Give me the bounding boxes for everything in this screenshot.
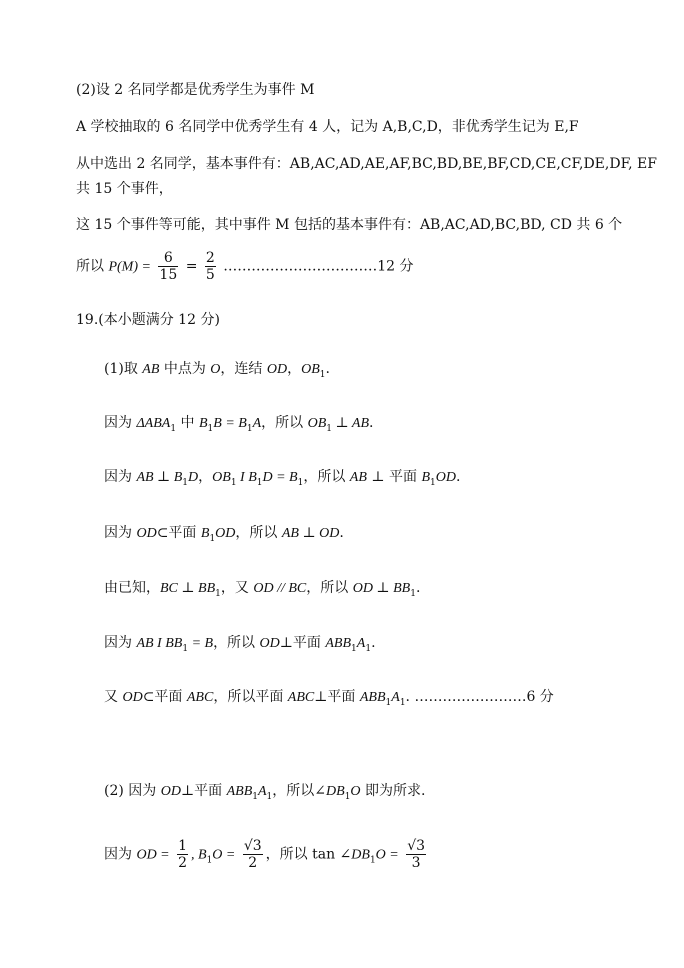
solution-line-3: 因为 AB ⊥ $B_1D$，$OB_1$ I $B_1D = B_1$，所以 AB ⊥ 平面 $B_1OD$. bbox=[104, 469, 461, 488]
fraction-1-2: $\frac{1}{2}$ bbox=[178, 838, 187, 871]
solution-line-8: (2) 因为 OD⊥平面 $ABB_1A_1$，所以$\angle DB_1O$ 即为所求. bbox=[104, 783, 426, 802]
fraction-sqrt3-3: $\frac{√3}{3}$ bbox=[407, 838, 426, 871]
solution-line-9: 因为 OD = $\frac{1}{2}$ , $B_1O$ = $\frac{√3}{2}$ ，所以 $\tan \angle DB_1O$ = $\frac{√3}{3}$ bbox=[104, 838, 426, 871]
basic-events-line-1: 从中选出 2 名同学，基本事件有：AB,AC,AD,AE,AF,BC,BD,BE,BF,CD,CE,CF,DE,DF, EF bbox=[76, 156, 657, 172]
equal-likely-statement: 这 15 个事件等可能，其中事件 M 包括的基本事件有：AB,AC,AD,BC,BD, CD 共 6 个 bbox=[76, 217, 623, 233]
fraction-2-5: $\frac{2}{5}$ bbox=[205, 250, 215, 283]
solution-line-2: 因为 $\Delta ABA_1$ 中 $B_1B = B_1A$，所以 $OB_1$ ⊥ AB. bbox=[104, 415, 374, 434]
question-19-title: 19.(本小题满分 12 分) bbox=[76, 312, 220, 328]
fraction-6-15: $\frac{6}{15}$ bbox=[159, 250, 178, 283]
probability-result: 所以 P(M) = $\frac{6}{15}$ = $\frac{2}{5}$ ……………………………12 分 bbox=[76, 250, 414, 283]
score-12: ……………………………12 分 bbox=[223, 258, 414, 275]
solution-line-4: 因为 OD⊂平面 $B_1OD$，所以 AB ⊥ OD. bbox=[104, 525, 344, 544]
solution-line-6: 因为 AB I $BB_1 = B$，所以 OD⊥平面 $ABB_1A_1$. bbox=[104, 635, 376, 654]
part2-title: (2)设 2 名同学都是优秀学生为事件 M bbox=[76, 82, 315, 98]
solution-line-7: 又 OD⊂平面 ABC，所以平面 ABC⊥平面 $ABB_1A_1$. ……………………6 分 bbox=[104, 689, 554, 708]
solution-line-5: 由已知，BC ⊥ $BB_1$，又 OD // BC，所以 OD ⊥ $BB_1$. bbox=[104, 580, 421, 599]
probability-lhs: P(M) = bbox=[108, 259, 151, 275]
fraction-sqrt3-2: $\frac{√3}{2}$ bbox=[243, 838, 262, 871]
score-6: . ……………………6 分 bbox=[405, 689, 554, 705]
school-statement: A 学校抽取的 6 名同学中优秀学生有 4 人，记为 A,B,C,D，非优秀学生记为 E,F bbox=[76, 119, 579, 135]
basic-events-line-2: 共 15 个事件， bbox=[76, 181, 173, 197]
solution-line-1: (1)取 AB 中点为 O，连结 OD，$OB_1$. bbox=[104, 361, 330, 380]
